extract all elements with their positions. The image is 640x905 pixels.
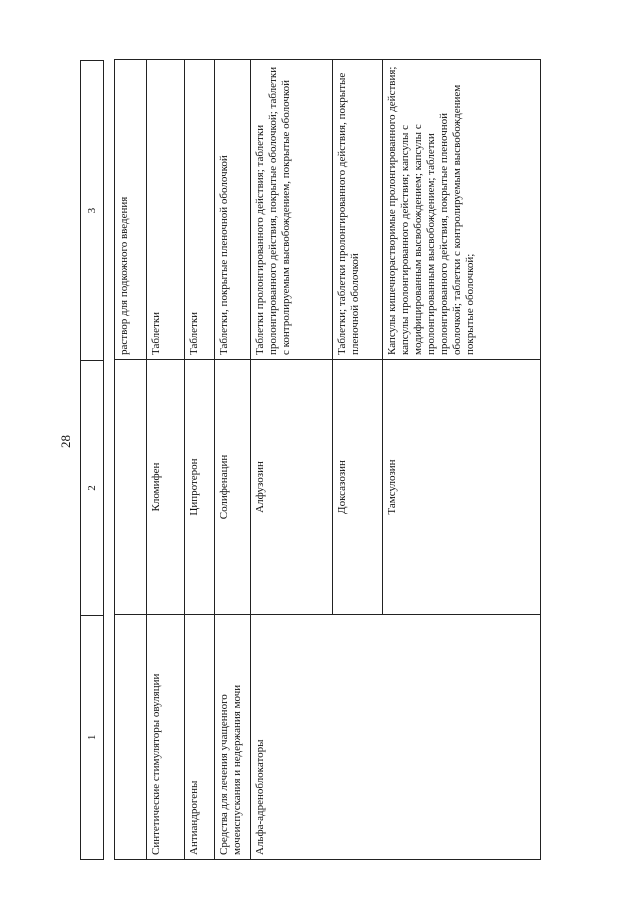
header-col-3: 3 — [86, 207, 98, 214]
table-row — [215, 60, 251, 860]
table-row — [185, 60, 215, 860]
header-col-1: 1 — [81, 615, 103, 859]
drug-table — [114, 59, 541, 860]
dosage-forms-cell: Таблетки пролонгированного действия; таблетки пролонгированного действия, покрытые оболочкой; таблетки с контролируемым высвобождением, покрытые оболочкой — [251, 60, 333, 360]
table-row — [115, 60, 147, 860]
table-row — [251, 60, 333, 860]
group-cell: Средства для лечения учащенного мочеиспускания и недержания мочи — [215, 615, 251, 860]
group-cell — [115, 615, 147, 860]
drug-name-cell: Солифенацин — [215, 360, 251, 615]
table-row — [147, 60, 185, 860]
dosage-forms-cell: Таблетки, покрытые пленочной оболочкой — [215, 60, 251, 360]
header-col-2: 2 — [81, 360, 103, 614]
drug-name-cell: Доксазозин — [333, 360, 383, 615]
drug-name-cell: Тамсулозин — [383, 360, 541, 615]
dosage-forms-cell: Таблетки; таблетки пролонгированного действия, покрытые пленочной оболочкой — [333, 60, 383, 360]
drug-name-cell: Ципротерон — [185, 360, 215, 615]
group-cell: Синтетические стимуляторы овуляции — [147, 615, 185, 860]
drug-name-cell — [115, 360, 147, 615]
group-cell: Антиандрогены — [185, 615, 215, 860]
group-cell: Альфа-адреноблокаторы — [251, 615, 541, 860]
rotated-table-area — [80, 60, 620, 860]
scan-edge-mark — [6, 900, 8, 901]
dosage-forms-cell: Капсулы кишечнорастворимые пролонгированного действия; капсулы пролонгированного действия; капсулы с модифицированным высвобождением; капсулы с пролонгированным высвобождением; таблетки пролонгированного действия, покрытые пленочной оболочкой; таблетки с контролируемым высвобождением покрытые оболочкой; — [383, 60, 541, 360]
page-number: 28 — [58, 435, 73, 448]
dosage-forms-cell: раствор для подкожного введения — [115, 60, 147, 360]
dosage-forms-cell: Таблетки — [185, 60, 215, 360]
drug-name-cell: Алфузозин — [251, 360, 333, 615]
dosage-forms-cell: Таблетки — [147, 60, 185, 360]
drug-name-cell: Кломифен — [147, 360, 185, 615]
column-number-header — [80, 60, 104, 860]
